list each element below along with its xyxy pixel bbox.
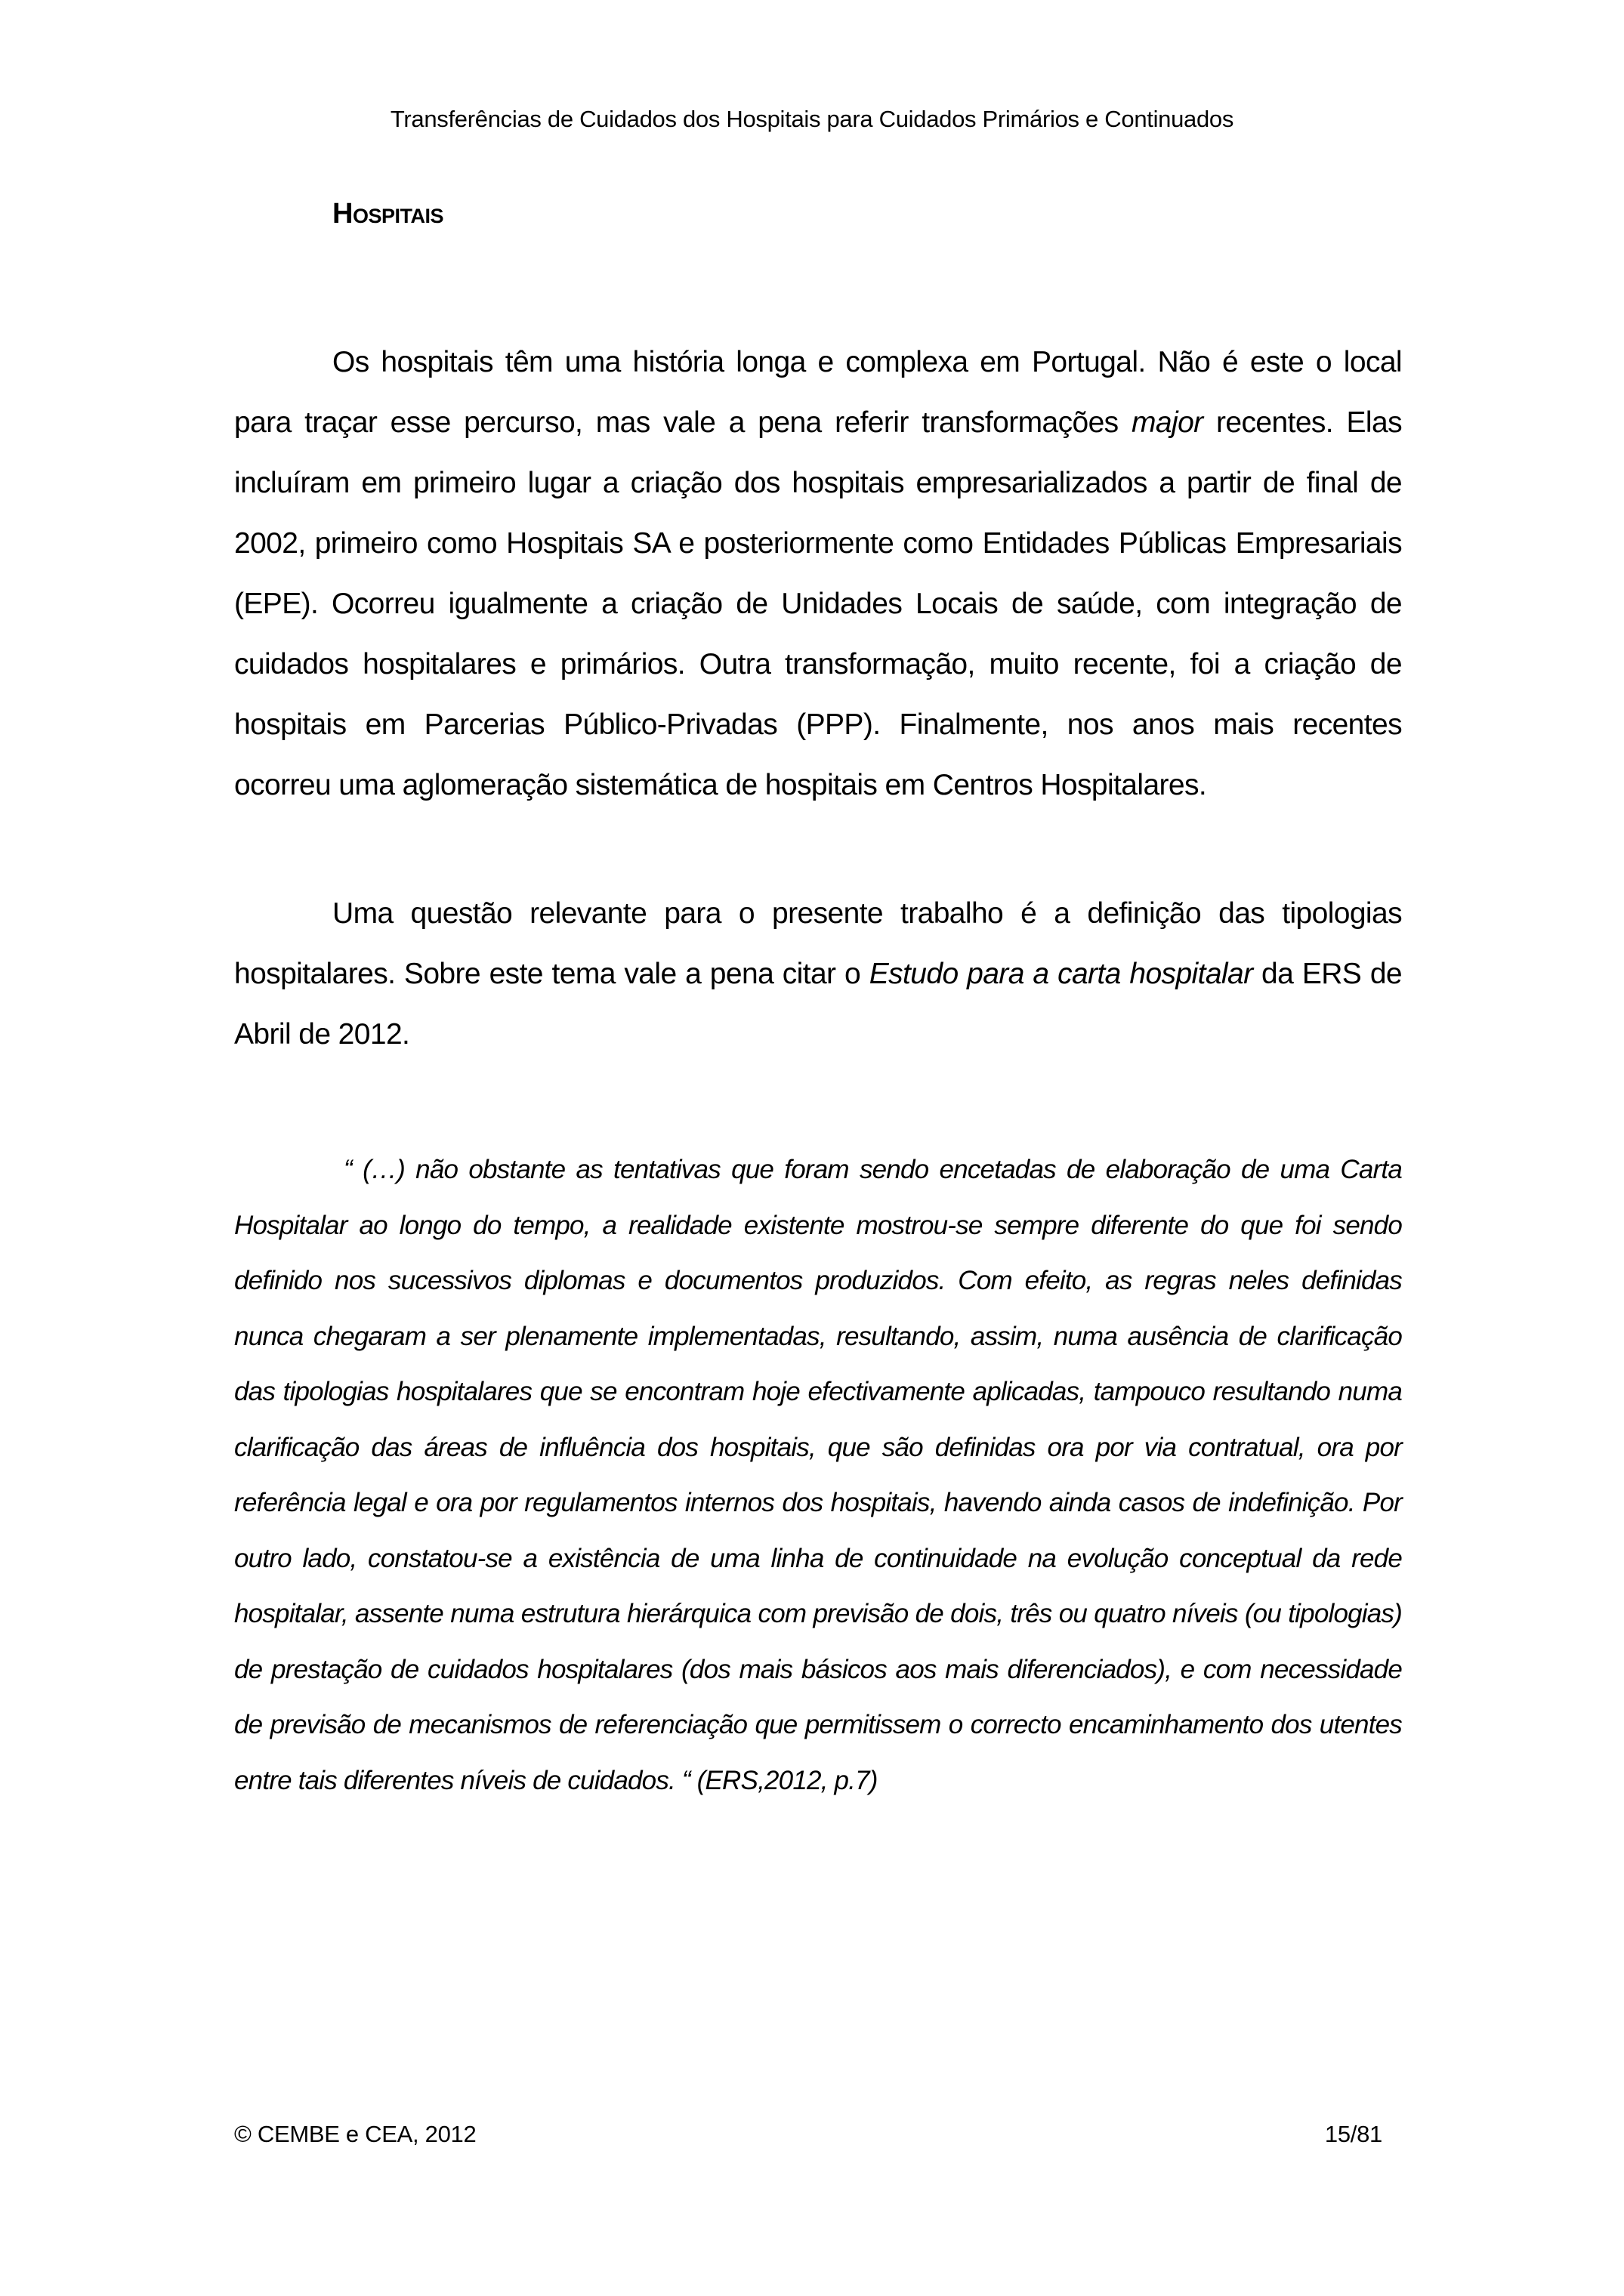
body-paragraph-1 xyxy=(234,332,1402,816)
paragraph-text xyxy=(234,884,1402,1065)
section-title: Hospitais xyxy=(332,198,443,230)
block-quote xyxy=(234,1142,1402,1808)
text-run: da ERS de Abril de 2012. xyxy=(234,958,1402,1051)
page-footer xyxy=(234,2121,1382,2148)
text-run: Os hospitais têm uma história longa e complexa em Portugal. Não é este o local para traçar esse percurso, mas vale a pena referir transformações xyxy=(234,346,1402,439)
footer-copyright: © CEMBE e CEA, 2012 xyxy=(234,2121,477,2147)
paragraph-text xyxy=(234,332,1402,816)
text-run: Uma questão relevante para o presente trabalho é a definição das tipologias hospitalares. Sobre este tema vale a pena citar o xyxy=(234,897,1402,990)
page-number: 15/81 xyxy=(1324,2121,1382,2147)
quote-text: “ (…) não obstante as tentativas que foram sendo encetadas de elaboração de uma Carta Hospitalar ao longo do tempo, a realidade existente mostrou-se sempre diferente do que foi sendo definido nos sucessivos diplomas e documentos produzidos. Com efeito, as regras neles definidas nunca chegaram a ser plenamente implementadas, resultando, assim, numa ausência de clarificação das tipologias hospitalares que se encontram hoje efectivamente aplicadas, tampouco resultando numa clarificação das áreas de influência dos hospitais, que são definidas ora por via contratual, ora por referência legal e ora por regulamentos internos dos hospitais, havendo ainda casos de indefinição. Por outro lado, constatou-se a existência de uma linha de continuidade na evolução conceptual da rede hospitalar, assente numa estrutura hierárquica com previsão de dois, três ou quatro níveis (ou tipologias) de prestação de cuidados hospitalares (dos mais básicos aos mais diferenciados), e com necessidade de previsão de mecanismos de referenciação que permitissem o correcto encaminhamento dos utentes entre tais diferentes níveis de cuidados. “ (ERS,2012, p.7) xyxy=(234,1155,1402,1795)
text-run: recentes. Elas incluíram em primeiro lugar a criação dos hospitais empresarializados a partir de final de 2002, primeiro como Hospitais SA e posteriormente como Entidades Públicas Empresariais (EPE). Ocorreu igualmente a criação de Unidades Locais de saúde, com integração de cuidados hospitalares e primários. Outra transformação, muito recente, foi a criação de hospitais em Parcerias Público-Privadas (PPP). Finalmente, nos anos mais recentes ocorreu uma aglomeração sistemática de hospitais em Centros Hospitalares. xyxy=(234,406,1402,801)
text-run-italic: Estudo para a carta hospitalar xyxy=(869,958,1253,990)
running-header: Transferências de Cuidados dos Hospitais para Cuidados Primários e Continuados xyxy=(390,106,1234,132)
text-run-italic: major xyxy=(1132,406,1203,439)
body-paragraph-2 xyxy=(234,884,1402,1065)
